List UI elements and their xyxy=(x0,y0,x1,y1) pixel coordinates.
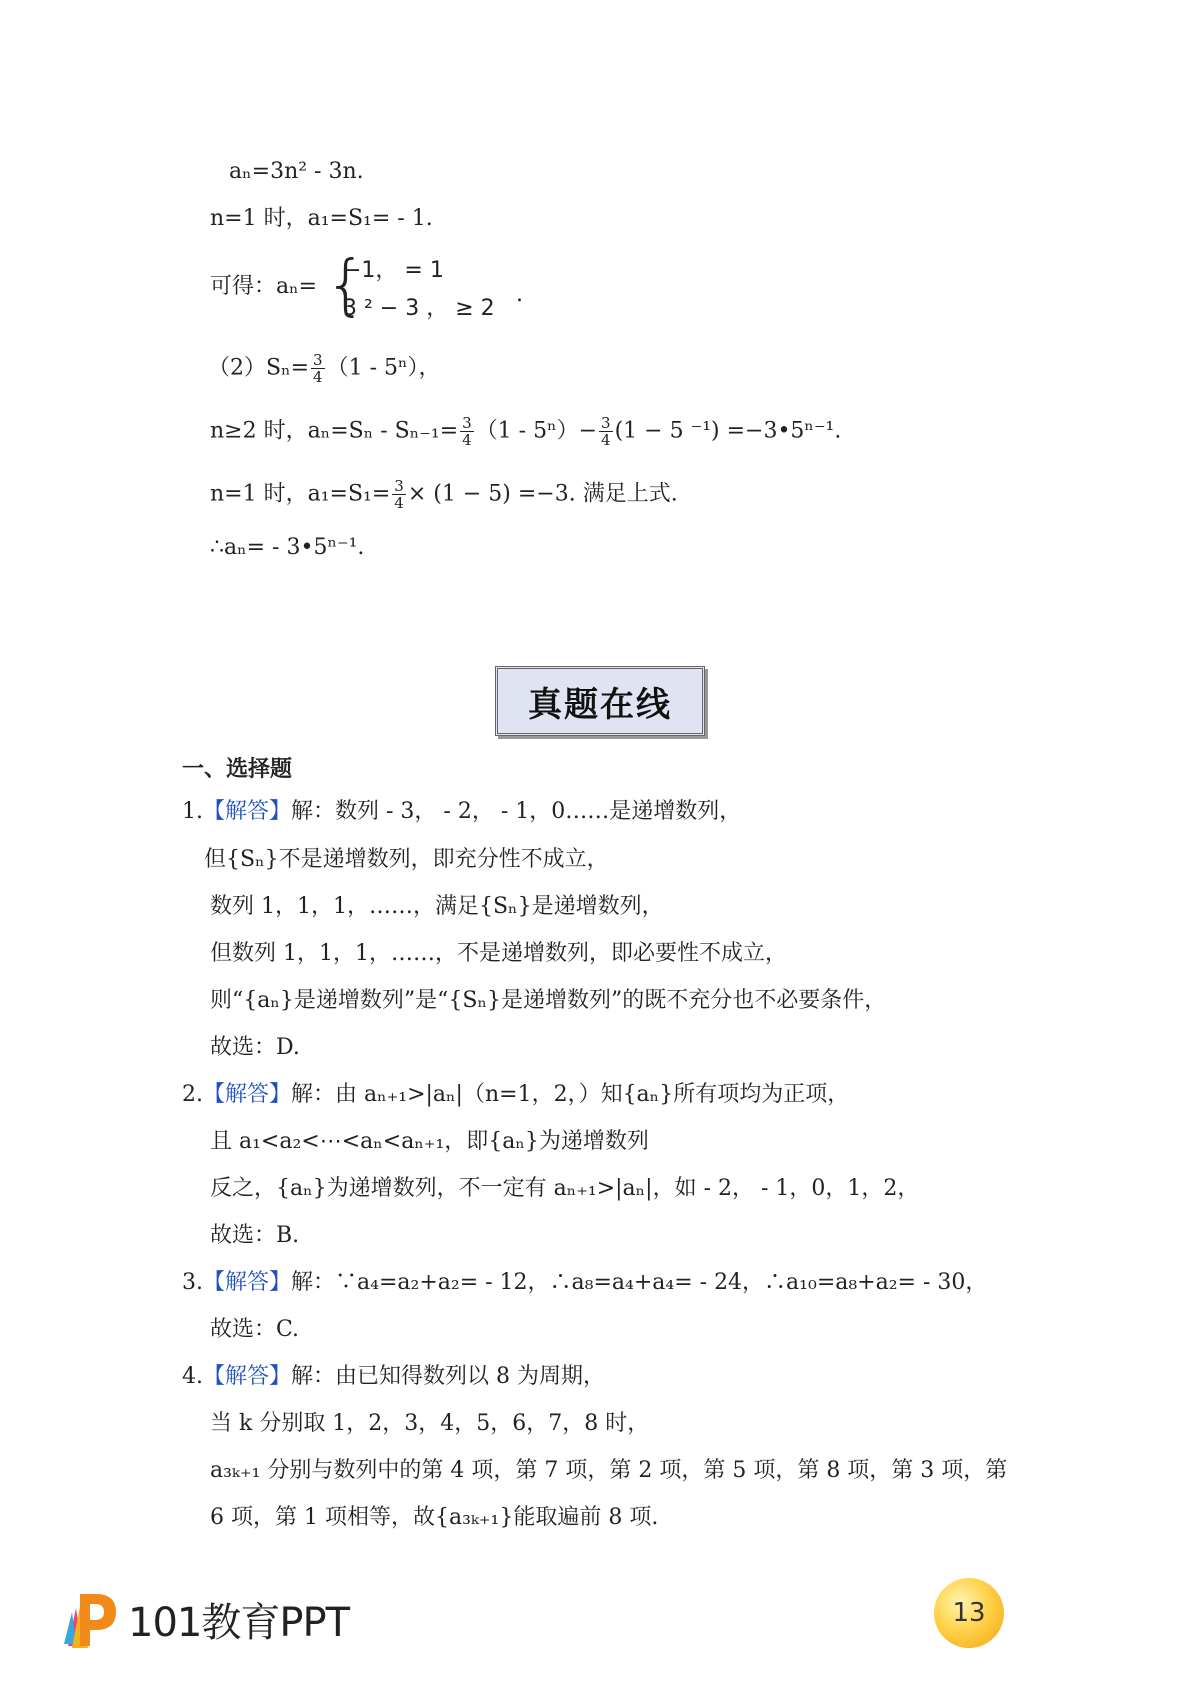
fraction-denominator: 4 xyxy=(601,431,611,449)
brand-logo xyxy=(62,1586,349,1652)
piecewise-case-1: −1， = 1 xyxy=(343,258,444,283)
q1-line-3: 数列 1，1，1，……，满足{Sₙ}是递增数列， xyxy=(210,894,664,919)
q1-line-2: 但{Sₙ}不是递增数列，即充分性不成立， xyxy=(204,847,609,872)
q3-line-2: 故选：C. xyxy=(210,1317,300,1342)
section-title-box: 真题在线 xyxy=(495,666,705,736)
fraction-3-4 xyxy=(392,478,406,511)
answer-tag: 【解答】 xyxy=(203,1270,292,1295)
logo-text: 101教育PPT xyxy=(128,1599,350,1646)
q1-number: 1. xyxy=(182,799,203,824)
q4-number: 4. xyxy=(182,1364,203,1389)
fraction-denominator: 4 xyxy=(313,368,323,386)
q1-line-6: 故选：D. xyxy=(210,1035,300,1060)
equation-line-7: ∴aₙ= - 3•5ⁿ⁻¹. xyxy=(210,535,365,560)
q3-line-1 xyxy=(182,1268,987,1298)
q4-line-2: 当 k 分别取 1，2，3，4，5，6，7，8 时， xyxy=(210,1411,650,1436)
fraction-3-4 xyxy=(311,352,325,385)
equation-line-5 xyxy=(210,415,841,448)
fraction-3-4 xyxy=(460,415,474,448)
piecewise-prefix: 可得：aₙ= xyxy=(210,274,318,299)
fraction-numerator: 3 xyxy=(313,351,323,369)
answer-tag: 【解答】 xyxy=(203,799,292,824)
equation-line-4 xyxy=(208,352,441,385)
q2-number: 2. xyxy=(182,1082,203,1107)
line4-part-b: （1 - 5ⁿ）， xyxy=(326,355,441,381)
q4-line-4: 6 项，第 1 项相等，故{a₃ₖ₊₁}能取遍前 8 项. xyxy=(210,1505,659,1530)
line5-part-a: n≥2 时，aₙ=Sₙ - Sₙ₋₁= xyxy=(210,418,459,444)
line6-part-a: n=1 时，a₁=S₁= xyxy=(210,481,391,507)
fraction-numerator: 3 xyxy=(394,477,404,495)
q1-line-4: 但数列 1，1，1，……，不是递增数列，即必要性不成立， xyxy=(210,941,787,966)
q2-line-4: 故选：B. xyxy=(210,1223,300,1248)
fraction-3-4 xyxy=(599,415,613,448)
q2-line-3: 反之，{aₙ}为递增数列，不一定有 aₙ₊₁>|aₙ|，如 - 2， - 1，0，1，2， xyxy=(210,1176,920,1201)
line6-part-b: × (1 − 5) =−3. 满足上式. xyxy=(407,481,678,507)
q1-text-1: 解：数列 - 3， - 2， - 1，0……是递增数列， xyxy=(291,799,742,824)
answer-tag: 【解答】 xyxy=(203,1364,292,1389)
fraction-denominator: 4 xyxy=(462,431,472,449)
answer-tag: 【解答】 xyxy=(203,1082,292,1107)
q2-line-1 xyxy=(182,1080,849,1110)
q4-text-1: 解：由已知得数列以 8 为周期， xyxy=(291,1364,605,1389)
equation-line-2: n=1 时，a₁=S₁= - 1. xyxy=(210,206,433,231)
equation-line-1: aₙ=3n² - 3n. xyxy=(229,159,364,184)
page-number-badge: 13 xyxy=(934,1578,1004,1648)
equation-line-6 xyxy=(210,478,678,511)
piecewise-end: . xyxy=(516,282,523,307)
fraction-denominator: 4 xyxy=(394,494,404,512)
logo-p-icon xyxy=(62,1586,122,1652)
fraction-numerator: 3 xyxy=(601,414,611,432)
q1-line-1 xyxy=(182,797,741,827)
q1-line-5: 则“{aₙ}是递增数列”是“{Sₙ}是递增数列”的既不充分也不必要条件， xyxy=(210,988,887,1013)
line5-part-c: (1 − 5 ⁻¹) =−3•5ⁿ⁻¹. xyxy=(614,418,842,444)
q4-line-3: a₃ₖ₊₁ 分别与数列中的第 4 项，第 7 项，第 2 项，第 5 项，第 8 项，第 3 项，第 xyxy=(210,1458,1008,1483)
q3-text-1: 解：∵a₄=a₂+a₂= - 12，∴a₈=a₄+a₄= - 24，∴a₁₀=a₈+a₂= - 30， xyxy=(291,1270,988,1295)
line4-part-a: （2）Sₙ= xyxy=(208,355,310,381)
section-heading: 一、选择题 xyxy=(182,757,293,782)
q2-line-2: 且 a₁<a₂<⋯<aₙ<aₙ₊₁，即{aₙ}为递增数列 xyxy=(210,1129,649,1154)
line5-part-b: （1 - 5ⁿ）− xyxy=(475,418,598,444)
q2-text-1: 解：由 aₙ₊₁>|aₙ|（n=1，2，）知{aₙ}所有项均为正项， xyxy=(291,1082,850,1107)
fraction-numerator: 3 xyxy=(462,414,472,432)
piecewise-case-2: 3 ² − 3 ， ≥ 2 xyxy=(343,296,495,321)
q3-number: 3. xyxy=(182,1270,203,1295)
q4-line-1 xyxy=(182,1362,605,1392)
piecewise-brace: { xyxy=(325,246,367,323)
